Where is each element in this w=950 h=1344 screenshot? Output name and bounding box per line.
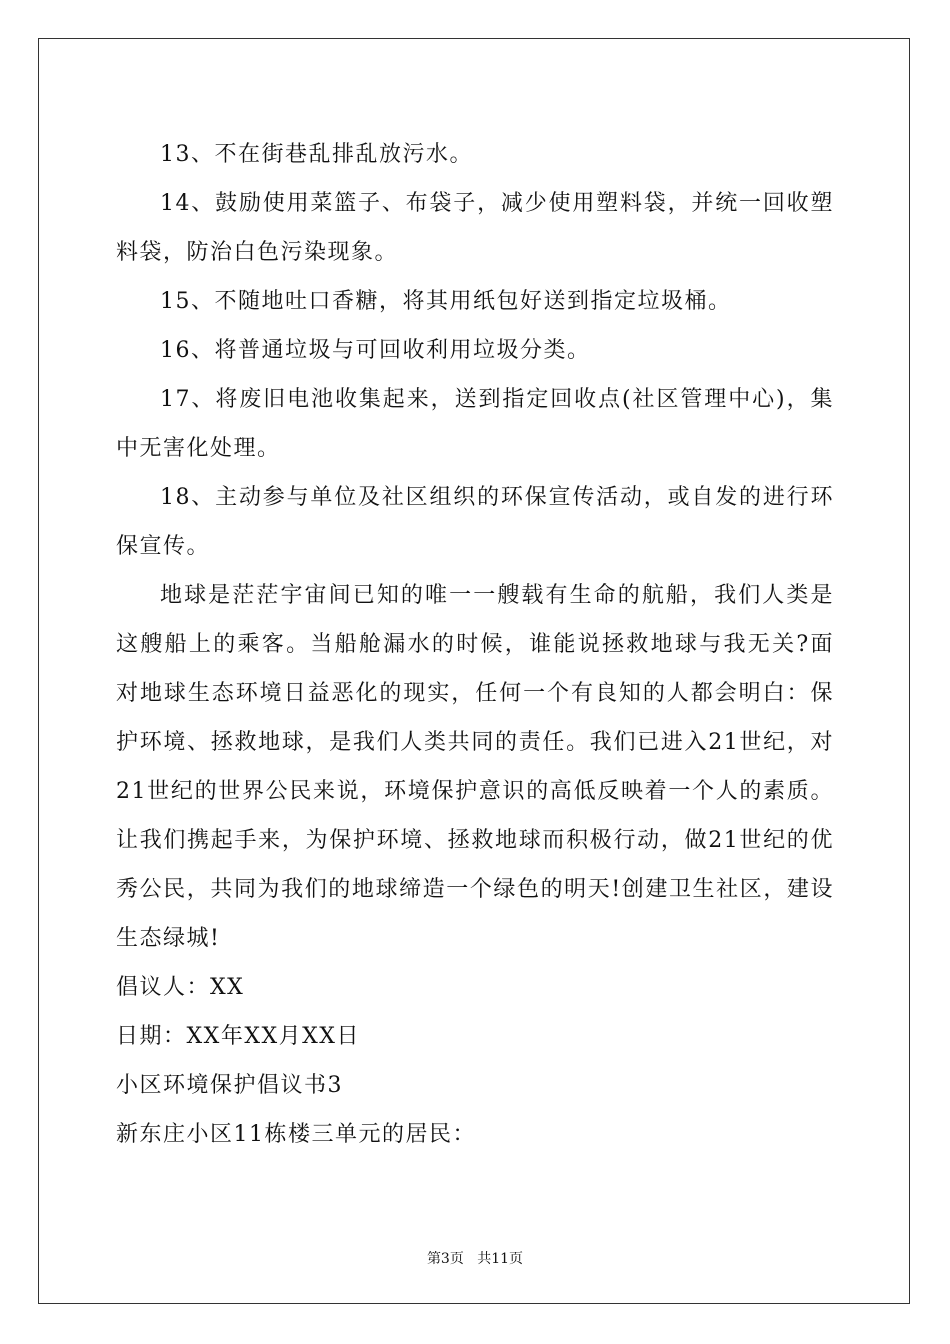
paragraph-item-16: 16、将普通垃圾与可回收利用垃圾分类。: [160, 338, 591, 363]
closing-paragraph: 地球是茫茫宇宙间已知的唯一一艘载有生命的航船，我们人类是这艘船上的乘客。当船舱漏水的时候，谁能说拯救地球与我无关?面对地球生态环境日益恶化的现实，任何一个有良知的人都会明白：保护环境、拯救地球，是我们人类共同的责任。我们已进入21世纪，对21世纪的世界公民来说，环境保护意识的高低反映着一个人的素质。让我们携起手来，为保护环境、拯救地球而积极行动，做21世纪的优秀公民，共同为我们的地球缔造一个绿色的明天!创建卫生社区，建设生态绿城!: [116, 583, 834, 951]
paragraph-item-13: 13、不在街巷乱排乱放污水。: [160, 142, 473, 167]
page-footer: [0, 1248, 950, 1268]
page-total: 共11页: [477, 1251, 524, 1267]
initiator-line: 倡议人：XX: [116, 975, 245, 1000]
document-body: [116, 130, 834, 1159]
date-line: 日期：XX年XX月XX日: [116, 1024, 360, 1049]
paragraph-item-14: 14、鼓励使用菜篮子、布袋子，减少使用塑料袋，并统一回收塑料袋，防治白色污染现象。: [116, 191, 834, 265]
next-document-title: 小区环境保护倡议书3: [116, 1073, 343, 1098]
paragraph-item-18: 18、主动参与单位及社区组织的环保宣传活动，或自发的进行环保宣传。: [116, 485, 834, 559]
paragraph-item-15: 15、不随地吐口香糖，将其用纸包好送到指定垃圾桶。: [160, 289, 732, 314]
paragraph-item-17: 17、将废旧电池收集起来，送到指定回收点(社区管理中心)，集中无害化处理。: [116, 387, 834, 461]
page-number: 第3页: [426, 1251, 464, 1267]
salutation-line: 新东庄小区11栋楼三单元的居民：: [116, 1122, 476, 1147]
